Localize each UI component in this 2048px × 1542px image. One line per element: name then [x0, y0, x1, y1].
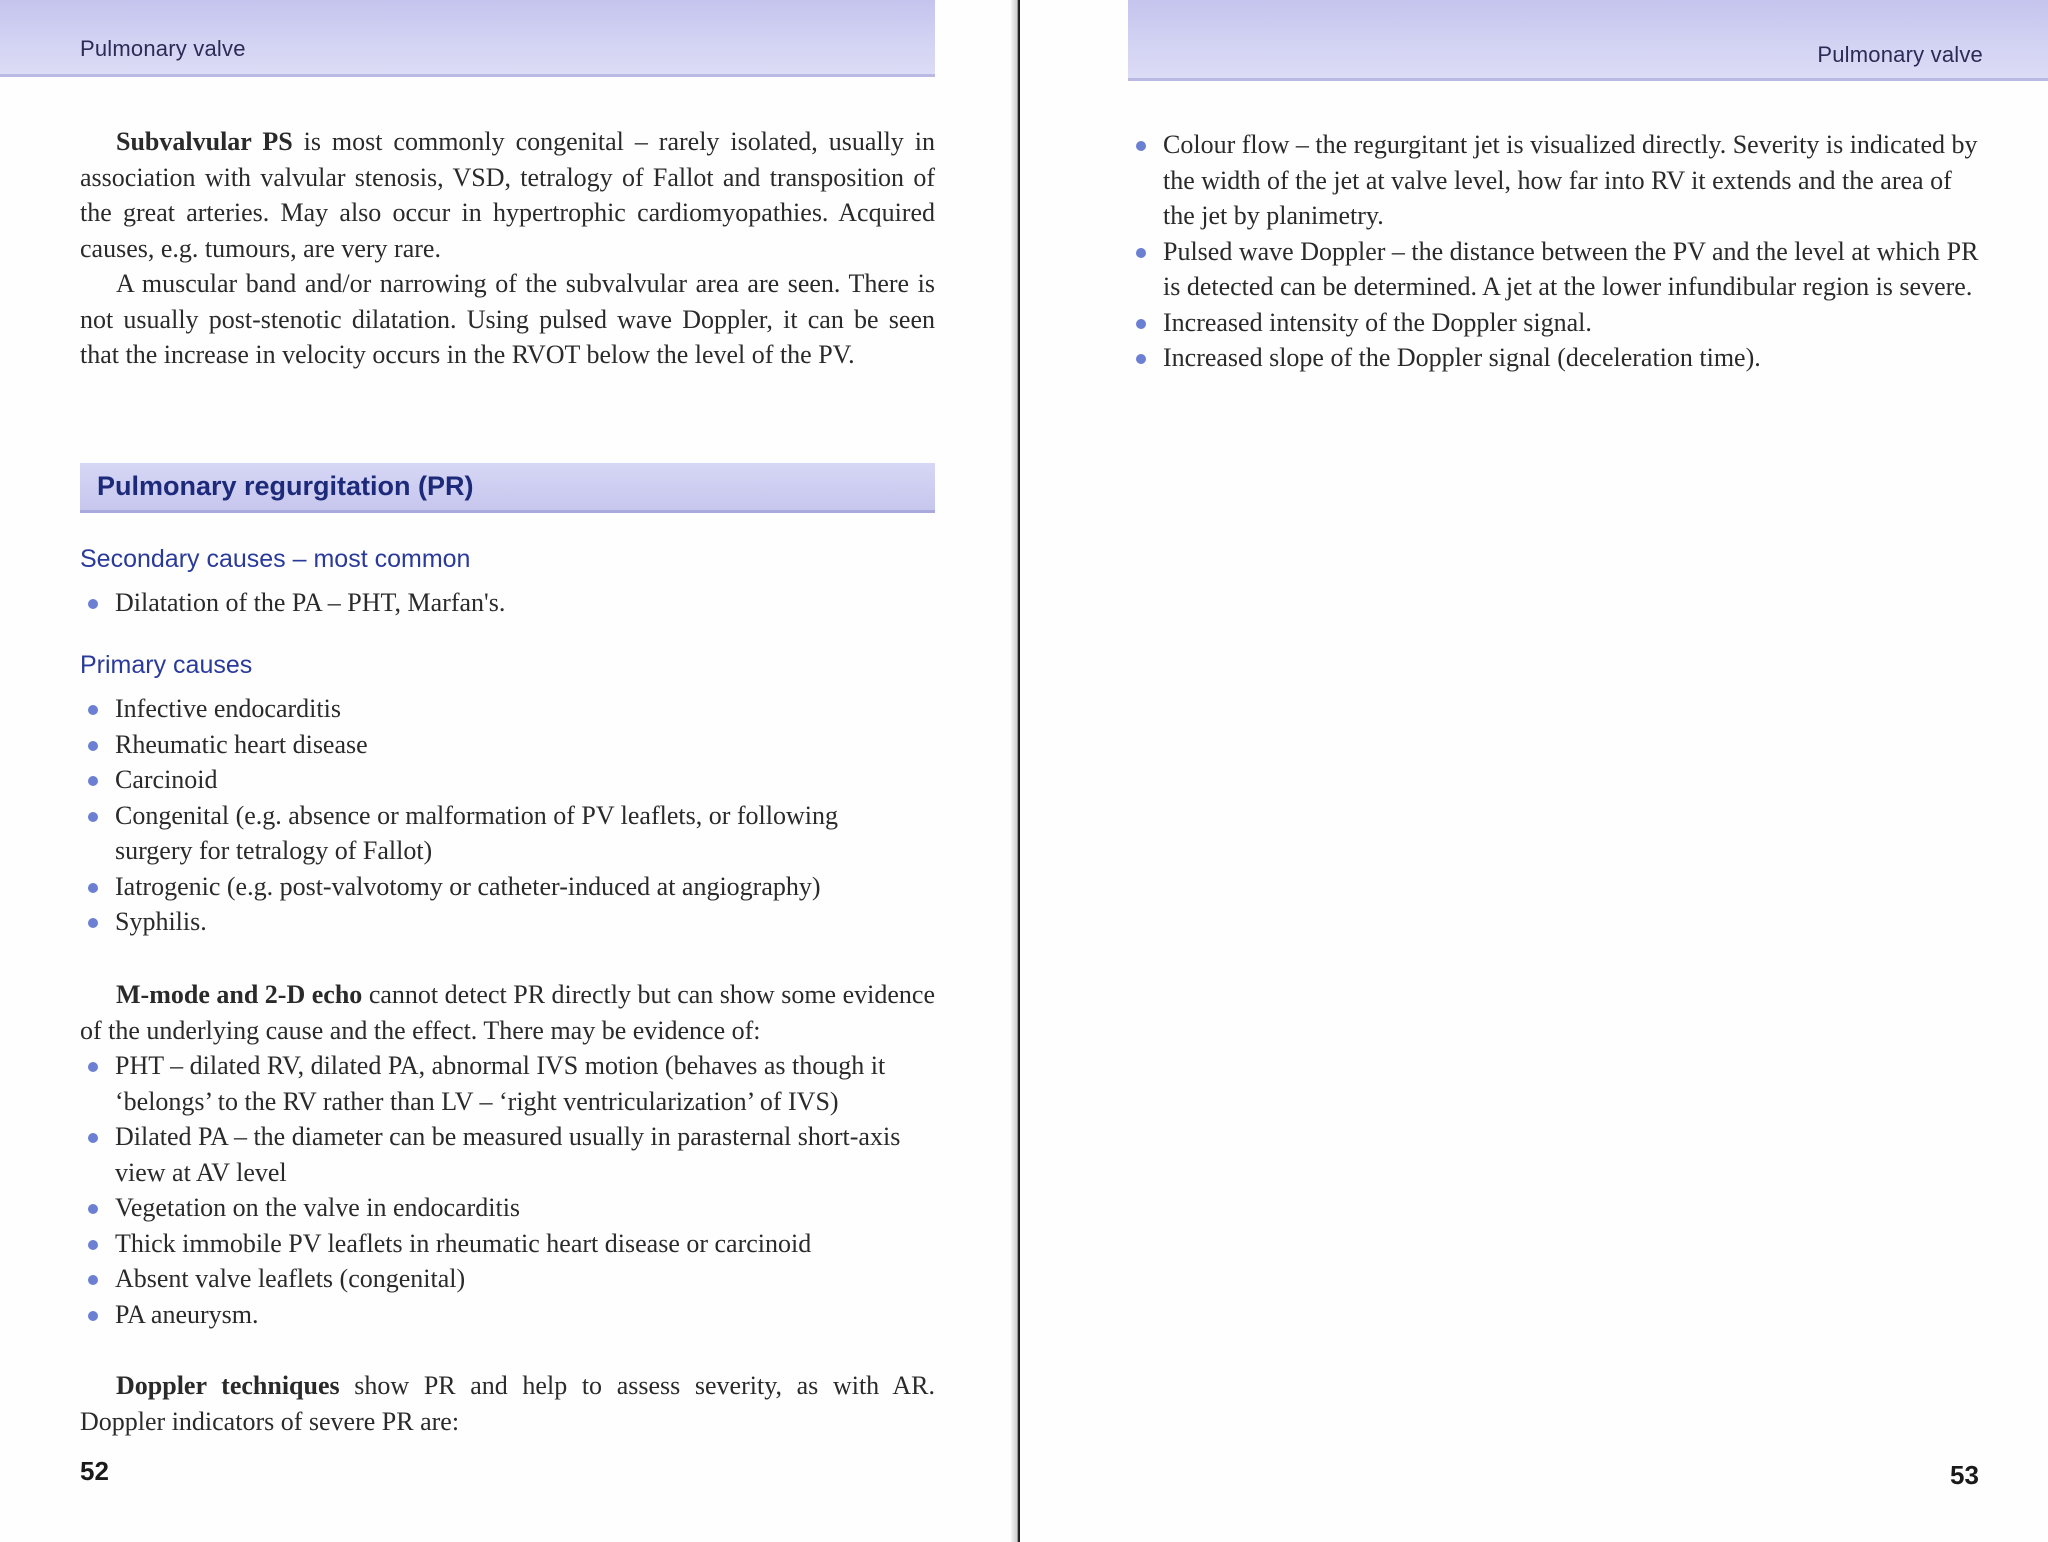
right-page-number: 53 — [1950, 1460, 1979, 1490]
doppler-lead: Doppler techniques — [116, 1371, 340, 1400]
mmode-evidence-item-text: Dilated PA – the diameter can be measured usually in parasternal short-axis view at AV level — [115, 1122, 901, 1187]
mmode-evidence-item — [80, 1261, 925, 1297]
secondary-causes-heading: Secondary causes – most common — [80, 545, 471, 573]
doppler-indicator-item — [1128, 234, 1983, 305]
bullet-icon — [88, 1062, 98, 1072]
doppler-text: show PR and help to assess severity, as with AR. Doppler indicators of severe PR are: — [80, 1371, 935, 1436]
primary-causes-heading: Primary causes — [80, 651, 253, 679]
mmode-evidence-item — [80, 1226, 925, 1262]
doppler-section — [80, 1368, 935, 1439]
doppler-paragraph — [80, 1368, 935, 1439]
bullet-icon — [88, 1204, 98, 1214]
mmode-lead: M-mode and 2-D echo — [116, 980, 363, 1009]
mmode-evidence-item — [80, 1048, 925, 1119]
left-page-number: 52 — [80, 1456, 109, 1486]
bullet-icon — [88, 599, 98, 609]
subvalvular-paragraph-2: A muscular band and/or narrowing of the subvalvular area are seen. There is not usually post-stenotic dilatation. Using pulsed wave Doppler, it can be seen that the increase in velocity occurs in the RVOT below the level of the PV. — [80, 269, 935, 369]
mmode-evidence-item-text: Thick immobile PV leaflets in rheumatic heart disease or carcinoid — [115, 1228, 812, 1258]
bullet-icon — [1136, 354, 1146, 364]
right-running-head-text: Pulmonary valve — [1817, 42, 1983, 67]
doppler-indicator-item — [1128, 127, 1983, 234]
subvalvular-paragraph — [80, 124, 935, 266]
bullet-icon — [88, 705, 98, 715]
left-running-head-text: Pulmonary valve — [80, 36, 246, 61]
mmode-evidence-item — [80, 1119, 925, 1190]
subvalvular-text: is most commonly congenital – rarely isolated, usually in association with valvular stenosis, VSD, tetralogy of Fallot and transposition of the great arteries. May also occur in hypertrophic cardiomyopathies. Acquired causes, e.g. tumours, are very rare. — [80, 127, 935, 263]
left-page — [0, 0, 1016, 1542]
bullet-icon — [1136, 248, 1146, 258]
doppler-indicator-item-text: Increased intensity of the Doppler signal. — [1163, 307, 1592, 337]
bullet-icon — [88, 1275, 98, 1285]
primary-cause-item — [80, 727, 870, 763]
doppler-indicator-item-text: Pulsed wave Doppler – the distance between the PV and the level at which PR is detected can be determined. A jet at the lower infundibular region is severe. — [1163, 236, 1979, 301]
primary-cause-item-text: Congenital (e.g. absence or malformation of PV leaflets, or following surgery for tetralogy of Fallot) — [115, 800, 838, 865]
mmode-evidence-item — [80, 1190, 925, 1226]
primary-cause-item-text: Syphilis. — [115, 907, 207, 936]
primary-cause-item — [80, 869, 870, 905]
subvalvular-section — [80, 124, 935, 373]
mmode-text: cannot detect PR directly but can show some evidence of the underlying cause and the effect. There may be evidence of: — [80, 980, 935, 1045]
bullet-icon — [1136, 319, 1146, 329]
mmode-evidence-item-text: PHT – dilated RV, dilated PA, abnormal IVS motion (behaves as though it ‘belongs’ to the RV rather than LV – ‘right ventricularization’ of IVS) — [115, 1051, 886, 1116]
bullet-icon — [88, 1311, 98, 1321]
secondary-cause-item — [80, 585, 935, 621]
primary-cause-item-text: Carcinoid — [115, 765, 218, 794]
bullet-icon — [1136, 141, 1146, 151]
secondary-cause-item-text: Dilatation of the PA – PHT, Marfan's. — [115, 588, 506, 617]
left-running-head — [0, 0, 935, 77]
subvalvular-lead: Subvalvular PS — [116, 127, 293, 156]
doppler-indicators-list — [1128, 127, 1983, 376]
mmode-evidence-item-text: Absent valve leaflets (congenital) — [115, 1264, 466, 1293]
bullet-icon — [88, 918, 98, 928]
bullet-icon — [88, 1133, 98, 1143]
bullet-icon — [88, 883, 98, 893]
mmode-paragraph — [80, 977, 935, 1048]
doppler-indicator-item — [1128, 305, 1983, 341]
bullet-icon — [88, 812, 98, 822]
primary-causes-list — [80, 691, 870, 940]
primary-cause-item — [80, 904, 870, 940]
mmode-evidence-item-text: Vegetation on the valve in endocarditis — [115, 1193, 521, 1222]
bullet-icon — [88, 741, 98, 751]
right-running-head — [1128, 0, 2048, 81]
bullet-icon — [88, 1240, 98, 1250]
mmode-evidence-item-text: PA aneurysm. — [115, 1299, 259, 1329]
primary-cause-item — [80, 762, 870, 798]
secondary-causes-list — [80, 585, 935, 621]
section-title: Pulmonary regurgitation (PR) — [97, 471, 474, 501]
primary-cause-item — [80, 691, 870, 727]
primary-cause-item-text: Rheumatic heart disease — [115, 729, 368, 759]
mmode-evidence-item — [80, 1297, 925, 1333]
doppler-indicator-item-text: Colour flow – the regurgitant jet is visualized directly. Severity is indicated by the width of the jet at valve level, how far into RV it extends and the area of the jet by planimetry. — [1163, 130, 1978, 230]
primary-cause-item-text: Infective endocarditis — [115, 694, 341, 723]
section-heading-band — [80, 463, 935, 513]
primary-cause-item-text: Iatrogenic (e.g. post-valvotomy or catheter-induced at angiography) — [115, 871, 821, 901]
mmode-section — [80, 977, 935, 1332]
doppler-indicator-item-text: Increased slope of the Doppler signal (deceleration time). — [1163, 343, 1761, 372]
bullet-icon — [88, 776, 98, 786]
doppler-indicator-item — [1128, 340, 1983, 376]
primary-cause-item — [80, 798, 870, 869]
